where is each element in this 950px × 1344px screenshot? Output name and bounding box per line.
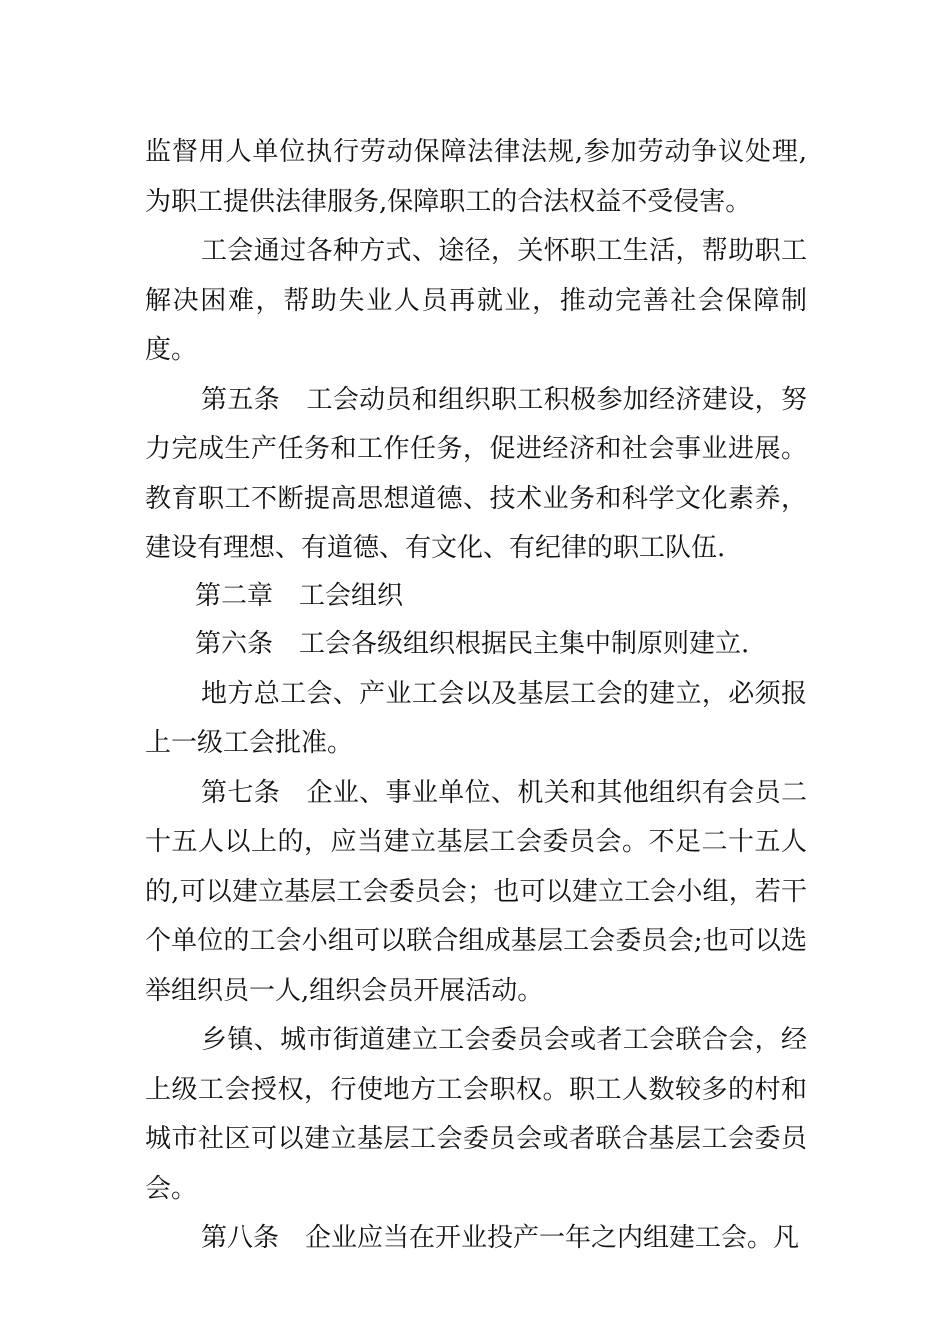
- paragraph-township-union: 乡镇、城市街道建立工会委员会或者工会联合会，经上级工会授权，行使地方工会职权。职工人数较多的村和城市社区可以建立基层工会委员会或者联合基层工会委员会。: [145, 1025, 807, 1204]
- paragraph-worker-care: 工会通过各种方式、途径，关怀职工生活，帮助职工解决困难，帮助失业人员再就业，推动完善社会保障制度。: [145, 236, 807, 365]
- paragraph-article-5: 第五条 工会动员和组织职工积极参加经济建设，努力完成生产任务和工作任务，促进经济和社会事业进展。教育职工不断提高思想道德、技术业务和科学文化素养，建设有理想、有道德、有文化、有纪律的职工队伍.: [145, 384, 807, 563]
- paragraph-labor-supervision: 监督用人单位执行劳动保障法律法规,参加劳动争议处理,为职工提供法律服务,保障职工的合法权益不受侵害。: [145, 137, 807, 217]
- paragraph-local-union-approval: 地方总工会、产业工会以及基层工会的建立，必须报上一级工会批准。: [145, 678, 807, 758]
- document-body: [145, 128, 807, 1264]
- chapter-heading-2: 第二章 工会组织: [195, 580, 404, 611]
- paragraph-article-8: 第八条 企业应当在开业投产一年之内组建工会。凡: [201, 1223, 800, 1253]
- paragraph-article-6: 第六条 工会各级组织根据民主集中制原则建立.: [195, 628, 750, 659]
- paragraph-article-7: 第七条 企业、事业单位、机关和其他组织有会员二十五人以上的，应当建立基层工会委员会。不足二十五人的,可以建立基层工会委员会；也可以建立工会小组，若干个单位的工会小组可以联合组成基层工会委员会;也可以选举组织员一人,组织会员开展活动。: [145, 777, 807, 1006]
